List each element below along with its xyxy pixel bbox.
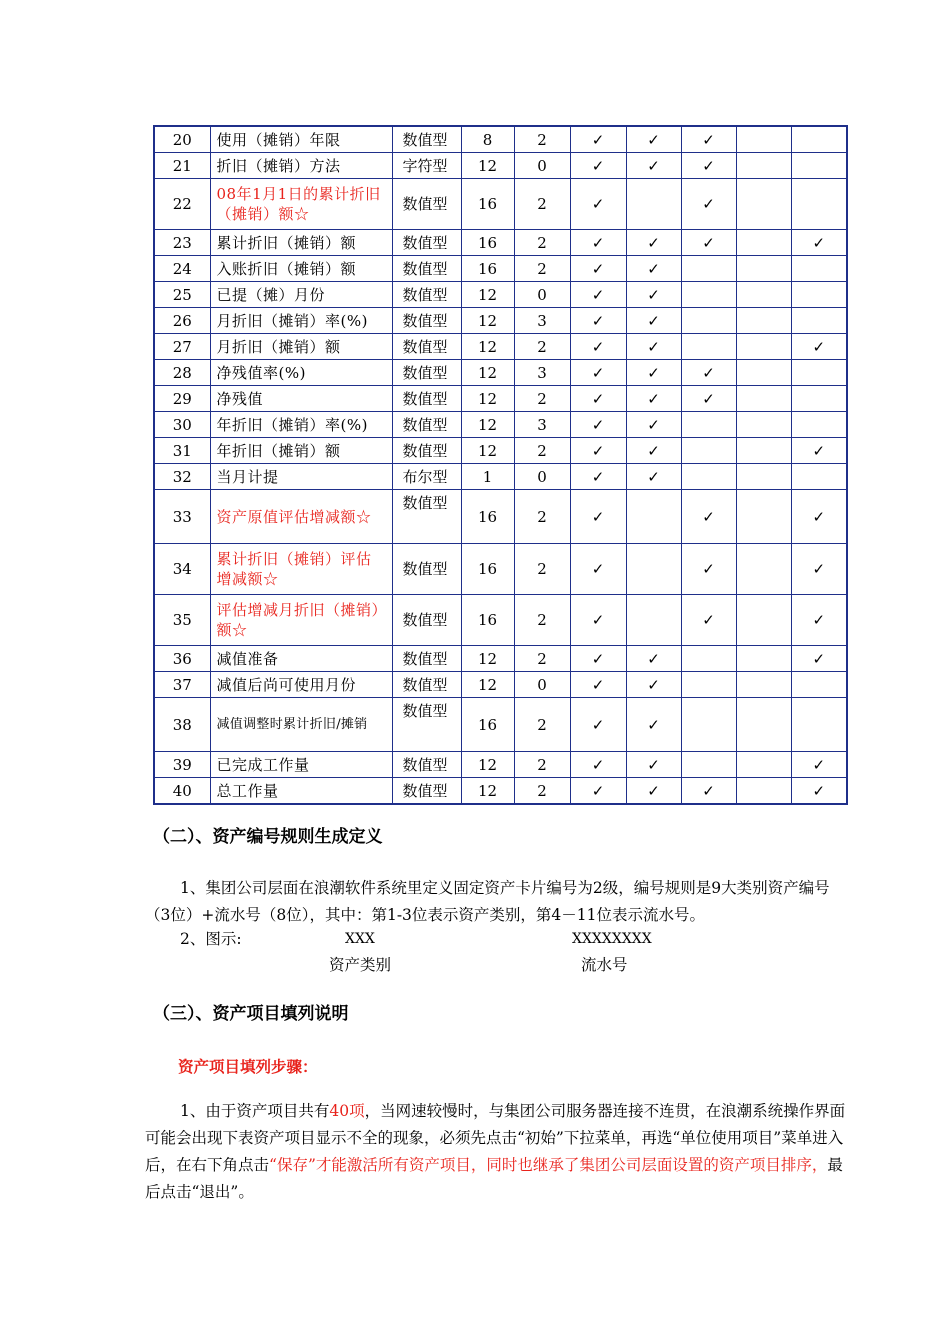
- row-number: 34: [154, 544, 210, 595]
- data-type: 数值型: [392, 334, 461, 360]
- check-mark-cell: [791, 256, 847, 282]
- check-mark-cell: ✓: [681, 386, 736, 412]
- item-name: 净残值率(%): [210, 360, 392, 386]
- field-length: 16: [461, 595, 514, 646]
- caption-category: 资产类别: [329, 956, 392, 974]
- check-mark-cell: ✓: [791, 595, 847, 646]
- item-name: 减值准备: [210, 646, 392, 672]
- decimal-places: 3: [514, 360, 570, 386]
- check-mark-cell: ✓: [791, 646, 847, 672]
- data-type: 布尔型: [392, 464, 461, 490]
- check-mark-cell: ✓: [681, 153, 736, 179]
- check-mark-cell: [626, 490, 681, 544]
- decimal-places: 2: [514, 595, 570, 646]
- check-mark-cell: [626, 179, 681, 230]
- check-mark-cell: ✓: [570, 464, 626, 490]
- decimal-places: 2: [514, 438, 570, 464]
- check-mark-cell: ✓: [791, 230, 847, 256]
- row-number: 37: [154, 672, 210, 698]
- decimal-places: 3: [514, 412, 570, 438]
- field-length: 12: [461, 360, 514, 386]
- row-number: 39: [154, 752, 210, 778]
- check-mark-cell: [736, 672, 791, 698]
- table-row: [154, 334, 847, 360]
- item-name: 折旧（摊销）方法: [210, 153, 392, 179]
- check-mark-cell: ✓: [570, 778, 626, 805]
- check-mark-cell: [736, 490, 791, 544]
- row-number: 23: [154, 230, 210, 256]
- check-mark-cell: [681, 672, 736, 698]
- check-mark-cell: ✓: [681, 778, 736, 805]
- caption-serial: 流水号: [581, 956, 628, 974]
- field-length: 16: [461, 256, 514, 282]
- section3-paragraph: [145, 1098, 851, 1206]
- check-mark-cell: [626, 544, 681, 595]
- check-mark-cell: ✓: [570, 308, 626, 334]
- check-mark-cell: ✓: [681, 230, 736, 256]
- table-row: [154, 752, 847, 778]
- decimal-places: 2: [514, 386, 570, 412]
- table-row: [154, 126, 847, 153]
- decimal-places: 2: [514, 698, 570, 752]
- item-name: 入账折旧（摊销）额: [210, 256, 392, 282]
- field-length: 16: [461, 230, 514, 256]
- check-mark-cell: [736, 282, 791, 308]
- table-row: [154, 386, 847, 412]
- check-mark-cell: [791, 308, 847, 334]
- row-number: 29: [154, 386, 210, 412]
- item-name: 减值后尚可使用月份: [210, 672, 392, 698]
- field-length: 16: [461, 698, 514, 752]
- decimal-places: 2: [514, 544, 570, 595]
- section2-paragraph: 1、集团公司层面在浪潮软件系统里定义固定资产卡片编号为2级，编号规则是9大类别资产编号（3位）+流水号（8位），其中：第1-3位表示资产类别，第4－11位表示流水号。: [145, 879, 830, 924]
- check-mark-cell: ✓: [626, 646, 681, 672]
- item-name: 月折旧（摊销）率(%): [210, 308, 392, 334]
- data-type: 数值型: [392, 778, 461, 805]
- para-text-3: 最后点击“退出”。: [145, 1156, 843, 1201]
- item-name: 08年1月1日的累计折旧（摊销）额☆: [210, 179, 392, 230]
- row-number: 28: [154, 360, 210, 386]
- decimal-places: 2: [514, 646, 570, 672]
- check-mark-cell: ✓: [791, 778, 847, 805]
- check-mark-cell: [736, 153, 791, 179]
- check-mark-cell: ✓: [626, 438, 681, 464]
- check-mark-cell: [736, 230, 791, 256]
- check-mark-cell: ✓: [681, 544, 736, 595]
- row-number: 32: [154, 464, 210, 490]
- field-length: 8: [461, 126, 514, 153]
- check-mark-cell: ✓: [570, 698, 626, 752]
- check-mark-cell: [681, 412, 736, 438]
- check-mark-cell: ✓: [681, 360, 736, 386]
- figure-label: 2、图示:: [180, 930, 242, 948]
- check-mark-cell: [736, 778, 791, 805]
- check-mark-cell: [681, 334, 736, 360]
- field-length: 12: [461, 752, 514, 778]
- check-mark-cell: ✓: [626, 386, 681, 412]
- steps-title: 资产项目填列步骤：: [178, 1058, 318, 1076]
- item-name: 评估增减月折旧（摊销）额☆: [210, 595, 392, 646]
- item-name: 使用（摊销）年限: [210, 126, 392, 153]
- row-number: 40: [154, 778, 210, 805]
- check-mark-cell: ✓: [681, 490, 736, 544]
- check-mark-cell: ✓: [570, 153, 626, 179]
- decimal-places: 2: [514, 230, 570, 256]
- check-mark-cell: ✓: [791, 490, 847, 544]
- field-length: 1: [461, 464, 514, 490]
- check-mark-cell: ✓: [626, 153, 681, 179]
- field-length: 12: [461, 308, 514, 334]
- check-mark-cell: ✓: [626, 778, 681, 805]
- data-type: 数值型: [392, 179, 461, 230]
- check-mark-cell: [626, 595, 681, 646]
- item-name: 总工作量: [210, 778, 392, 805]
- decimal-places: 2: [514, 490, 570, 544]
- row-number: 36: [154, 646, 210, 672]
- table-row: [154, 230, 847, 256]
- check-mark-cell: ✓: [570, 752, 626, 778]
- decimal-places: 2: [514, 334, 570, 360]
- check-mark-cell: ✓: [570, 256, 626, 282]
- check-mark-cell: [791, 153, 847, 179]
- check-mark-cell: [736, 438, 791, 464]
- check-mark-cell: ✓: [626, 412, 681, 438]
- check-mark-cell: [736, 179, 791, 230]
- data-type: 数值型: [392, 595, 461, 646]
- check-mark-cell: ✓: [570, 179, 626, 230]
- decimal-places: 0: [514, 672, 570, 698]
- row-number: 38: [154, 698, 210, 752]
- check-mark-cell: ✓: [570, 595, 626, 646]
- row-number: 27: [154, 334, 210, 360]
- check-mark-cell: [736, 412, 791, 438]
- table-body: [154, 126, 847, 804]
- para-text-2: ，当网速较慢时，与集团公司服务器连接不连贯，在浪潮系统操作界面可能会出现下表资产项目显示不全的现象，必须先点击“初始”下拉菜单，再选“单位使用项目”菜单进入后，在右下角点击: [145, 1102, 846, 1174]
- check-mark-cell: [736, 360, 791, 386]
- field-length: 12: [461, 646, 514, 672]
- check-mark-cell: [681, 464, 736, 490]
- item-name: 累计折旧（摊销）评估增减额☆: [210, 544, 392, 595]
- decimal-places: 0: [514, 464, 570, 490]
- row-number: 22: [154, 179, 210, 230]
- check-mark-cell: ✓: [626, 308, 681, 334]
- item-name: 年折旧（摊销）率(%): [210, 412, 392, 438]
- row-number: 21: [154, 153, 210, 179]
- check-mark-cell: [791, 179, 847, 230]
- data-type: 数值型: [392, 752, 461, 778]
- section2-heading: （二）、资产编号规则生成定义: [153, 827, 383, 847]
- check-mark-cell: ✓: [626, 126, 681, 153]
- check-mark-cell: ✓: [791, 334, 847, 360]
- check-mark-cell: [791, 282, 847, 308]
- data-type: 数值型: [392, 646, 461, 672]
- row-number: 25: [154, 282, 210, 308]
- field-length: 12: [461, 672, 514, 698]
- table-row: [154, 153, 847, 179]
- check-mark-cell: ✓: [791, 438, 847, 464]
- field-length: 16: [461, 490, 514, 544]
- check-mark-cell: ✓: [570, 334, 626, 360]
- check-mark-cell: [791, 386, 847, 412]
- check-mark-cell: [681, 308, 736, 334]
- check-mark-cell: [791, 126, 847, 153]
- table-row: [154, 544, 847, 595]
- field-length: 12: [461, 334, 514, 360]
- para-text-1: 1、由于资产项目共有: [180, 1102, 330, 1120]
- field-length: 12: [461, 412, 514, 438]
- item-name: 当月计提: [210, 464, 392, 490]
- para-count: 40项: [329, 1102, 365, 1120]
- item-name: 资产原值评估增减额☆: [210, 490, 392, 544]
- check-mark-cell: [681, 438, 736, 464]
- check-mark-cell: [791, 672, 847, 698]
- check-mark-cell: ✓: [570, 438, 626, 464]
- row-number: 30: [154, 412, 210, 438]
- check-mark-cell: [736, 752, 791, 778]
- check-mark-cell: [736, 544, 791, 595]
- table-row: [154, 698, 847, 752]
- check-mark-cell: ✓: [570, 126, 626, 153]
- data-type: 数值型: [392, 490, 461, 544]
- data-type: 数值型: [392, 126, 461, 153]
- decimal-places: 2: [514, 778, 570, 805]
- row-number: 33: [154, 490, 210, 544]
- check-mark-cell: [791, 360, 847, 386]
- data-type: 数值型: [392, 256, 461, 282]
- field-length: 12: [461, 438, 514, 464]
- check-mark-cell: ✓: [570, 386, 626, 412]
- data-type: 数值型: [392, 698, 461, 752]
- check-mark-cell: ✓: [626, 752, 681, 778]
- field-length: 12: [461, 386, 514, 412]
- data-type: 数值型: [392, 412, 461, 438]
- check-mark-cell: ✓: [626, 360, 681, 386]
- para-save-note: “保存”才能激活所有资产项目，同时也继承了集团公司层面设置的资产项目排序，: [269, 1156, 828, 1174]
- check-mark-cell: ✓: [570, 230, 626, 256]
- table-row: [154, 256, 847, 282]
- check-mark-cell: ✓: [626, 464, 681, 490]
- check-mark-cell: [681, 698, 736, 752]
- table-row: [154, 412, 847, 438]
- row-number: 26: [154, 308, 210, 334]
- check-mark-cell: [681, 646, 736, 672]
- data-type: 数值型: [392, 308, 461, 334]
- item-name: 累计折旧（摊销）额: [210, 230, 392, 256]
- row-number: 31: [154, 438, 210, 464]
- decimal-places: 2: [514, 256, 570, 282]
- field-length: 16: [461, 179, 514, 230]
- item-name: 净残值: [210, 386, 392, 412]
- check-mark-cell: [736, 126, 791, 153]
- asset-items-table: [153, 125, 848, 805]
- decimal-places: 2: [514, 126, 570, 153]
- check-mark-cell: [791, 464, 847, 490]
- item-name: 年折旧（摊销）额: [210, 438, 392, 464]
- check-mark-cell: ✓: [626, 230, 681, 256]
- check-mark-cell: [681, 282, 736, 308]
- table-row: [154, 490, 847, 544]
- check-mark-cell: ✓: [681, 179, 736, 230]
- check-mark-cell: ✓: [681, 595, 736, 646]
- check-mark-cell: ✓: [626, 672, 681, 698]
- data-type: 数值型: [392, 360, 461, 386]
- data-type: 数值型: [392, 386, 461, 412]
- table-row: [154, 778, 847, 805]
- table-row: [154, 308, 847, 334]
- check-mark-cell: ✓: [681, 126, 736, 153]
- check-mark-cell: ✓: [626, 256, 681, 282]
- check-mark-cell: [736, 698, 791, 752]
- data-type: 数值型: [392, 282, 461, 308]
- decimal-places: 2: [514, 752, 570, 778]
- check-mark-cell: ✓: [570, 544, 626, 595]
- check-mark-cell: ✓: [570, 360, 626, 386]
- data-type: 字符型: [392, 153, 461, 179]
- check-mark-cell: [736, 595, 791, 646]
- check-mark-cell: [681, 752, 736, 778]
- check-mark-cell: ✓: [570, 412, 626, 438]
- check-mark-cell: [736, 256, 791, 282]
- decimal-places: 3: [514, 308, 570, 334]
- row-number: 20: [154, 126, 210, 153]
- item-name: 减值调整时累计折旧/摊销: [210, 698, 392, 752]
- section3-heading: （三）、资产项目填列说明: [153, 1004, 349, 1024]
- check-mark-cell: [791, 698, 847, 752]
- decimal-places: 0: [514, 282, 570, 308]
- check-mark-cell: [736, 334, 791, 360]
- table-row: [154, 646, 847, 672]
- data-type: 数值型: [392, 230, 461, 256]
- check-mark-cell: [681, 256, 736, 282]
- table-row: [154, 438, 847, 464]
- item-name: 已提（摊）月份: [210, 282, 392, 308]
- data-type: 数值型: [392, 672, 461, 698]
- table-row: [154, 179, 847, 230]
- decimal-places: 2: [514, 179, 570, 230]
- field-length: 12: [461, 778, 514, 805]
- data-type: 数值型: [392, 438, 461, 464]
- table-row: [154, 360, 847, 386]
- item-name: 已完成工作量: [210, 752, 392, 778]
- table-row: [154, 282, 847, 308]
- item-name: 月折旧（摊销）额: [210, 334, 392, 360]
- check-mark-cell: ✓: [791, 544, 847, 595]
- check-mark-cell: [736, 646, 791, 672]
- code-serial: XXXXXXXX: [572, 931, 652, 947]
- field-length: 16: [461, 544, 514, 595]
- check-mark-cell: ✓: [626, 282, 681, 308]
- check-mark-cell: ✓: [570, 646, 626, 672]
- check-mark-cell: [736, 386, 791, 412]
- code-category: XXX: [345, 931, 375, 947]
- decimal-places: 0: [514, 153, 570, 179]
- table-row: [154, 464, 847, 490]
- check-mark-cell: ✓: [626, 334, 681, 360]
- row-number: 24: [154, 256, 210, 282]
- check-mark-cell: ✓: [570, 282, 626, 308]
- check-mark-cell: ✓: [626, 698, 681, 752]
- field-length: 12: [461, 282, 514, 308]
- field-length: 12: [461, 153, 514, 179]
- table-row: [154, 672, 847, 698]
- check-mark-cell: ✓: [570, 490, 626, 544]
- data-type: 数值型: [392, 544, 461, 595]
- check-mark-cell: [736, 464, 791, 490]
- check-mark-cell: ✓: [570, 672, 626, 698]
- check-mark-cell: [736, 308, 791, 334]
- row-number: 35: [154, 595, 210, 646]
- table-row: [154, 595, 847, 646]
- check-mark-cell: ✓: [791, 752, 847, 778]
- check-mark-cell: [791, 412, 847, 438]
